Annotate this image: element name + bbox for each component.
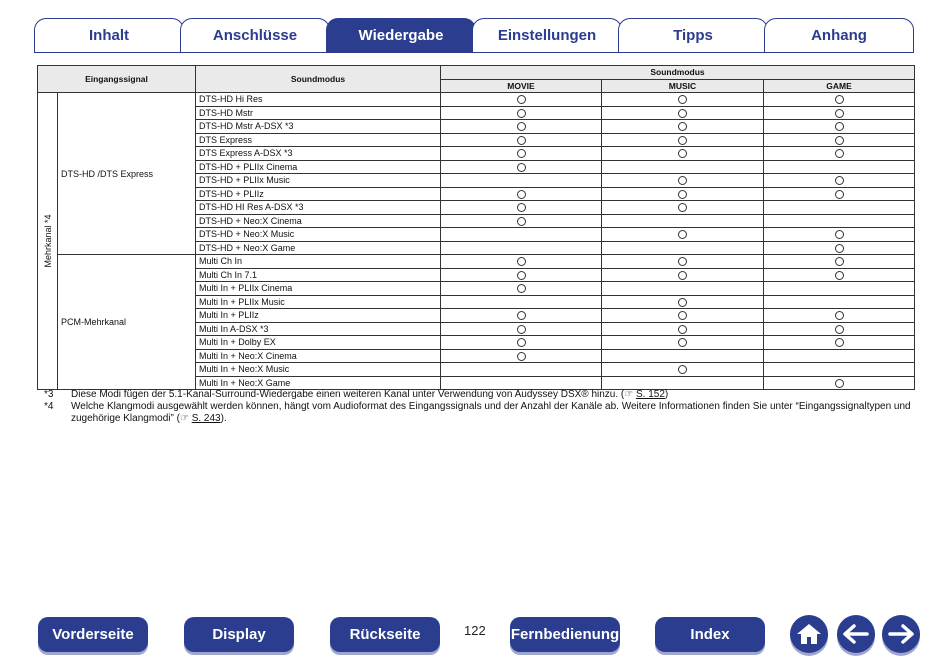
availability-cell-movie [441,106,602,120]
available-circle-icon [835,257,844,266]
page-ref-link[interactable]: S. 243 [191,413,221,424]
available-circle-icon [678,136,687,145]
availability-cell-game [764,160,915,174]
header-music: MUSIC [602,79,764,93]
availability-cell-game [764,187,915,201]
reference-icon: ☞ [624,389,634,400]
availability-cell-music [602,228,764,242]
availability-cell-music [602,187,764,201]
tab-inhalt[interactable]: Inhalt [34,18,184,52]
input-signal-cell: DTS-HD /DTS Express [58,93,196,255]
availability-cell-game [764,295,915,309]
availability-cell-movie [441,228,602,242]
footnote-3-text: Diese Modi fügen der 5.1-Kanal-Surround-Wiedergabe einen weiteren Kanal unter Verwendung von Audyssey DSX® hinzu. [71,389,619,400]
availability-cell-music [602,93,764,107]
available-circle-icon [517,190,526,199]
header-game: GAME [764,79,915,93]
availability-cell-game [764,376,915,390]
sound-mode-cell: DTS-HD + Neo:X Cinema [196,214,441,228]
available-circle-icon [517,325,526,334]
available-circle-icon [517,95,526,104]
available-circle-icon [678,338,687,347]
available-circle-icon [517,163,526,172]
availability-cell-game [764,93,915,107]
footnote-4 [44,401,914,425]
available-circle-icon [517,352,526,361]
availability-cell-music [602,363,764,377]
tab-tipps[interactable]: Tipps [618,18,768,52]
tab-anschluesse[interactable]: Anschlüsse [180,18,330,52]
availability-cell-game [764,268,915,282]
footnote-text: Diese Modi fügen der 5.1-Kanal-Surround-Wiedergabe einen weiteren Kanal unter Verwendung von Audyssey DSX® hinzu. (☞ S. 152) [71,389,669,400]
availability-cell-game [764,120,915,134]
availability-cell-movie [441,322,602,336]
available-circle-icon [835,149,844,158]
availability-cell-movie [441,255,602,269]
availability-cell-music [602,174,764,188]
sound-mode-cell: DTS-HD HI Res A-DSX *3 [196,201,441,215]
available-circle-icon [517,122,526,131]
arrow-right-icon [888,624,914,644]
sound-mode-cell: DTS-HD + PLIIx Music [196,174,441,188]
available-circle-icon [678,149,687,158]
available-circle-icon [835,311,844,320]
available-circle-icon [517,217,526,226]
availability-cell-game [764,214,915,228]
forward-button[interactable] [882,615,920,653]
display-button[interactable]: Display [184,617,294,652]
footnote-3 [44,389,914,401]
sound-mode-cell: DTS-HD Hi Res [196,93,441,107]
available-circle-icon [517,284,526,293]
footnote-mark: *3 [44,389,54,400]
sound-mode-cell: DTS Express [196,133,441,147]
availability-cell-movie [441,174,602,188]
sound-mode-cell: DTS-HD + PLIIx Cinema [196,160,441,174]
sound-mode-cell: DTS Express A-DSX *3 [196,147,441,161]
availability-cell-movie [441,268,602,282]
header-input-signal: Eingangssignal [38,66,196,93]
sound-mode-cell: Multi Ch In [196,255,441,269]
sound-mode-cell: Multi Ch In 7.1 [196,268,441,282]
sound-mode-cell: DTS-HD + PLIIz [196,187,441,201]
availability-cell-movie [441,295,602,309]
availability-cell-movie [441,363,602,377]
availability-cell-music [602,120,764,134]
footnotes [44,389,914,425]
available-circle-icon [678,257,687,266]
available-circle-icon [517,311,526,320]
remote-control-button[interactable]: Fernbedienung [510,617,620,652]
availability-cell-music [602,295,764,309]
header-sound-mode-group: Soundmodus [441,66,915,80]
available-circle-icon [678,298,687,307]
availability-cell-movie [441,214,602,228]
index-button[interactable]: Index [655,617,765,652]
availability-cell-music [602,160,764,174]
available-circle-icon [678,203,687,212]
available-circle-icon [835,190,844,199]
available-circle-icon [835,338,844,347]
availability-cell-movie [441,120,602,134]
availability-cell-music [602,309,764,323]
available-circle-icon [678,95,687,104]
availability-cell-game [764,255,915,269]
availability-cell-movie [441,309,602,323]
available-circle-icon [835,325,844,334]
availability-cell-music [602,255,764,269]
availability-cell-movie [441,93,602,107]
sound-mode-cell: Multi In + PLIIx Music [196,295,441,309]
available-circle-icon [678,122,687,131]
availability-cell-music [602,322,764,336]
footnote-mark: *4 [44,401,54,412]
available-circle-icon [835,176,844,185]
availability-cell-game [764,241,915,255]
available-circle-icon [678,109,687,118]
sound-mode-cell: Multi In + PLIIx Cinema [196,282,441,296]
table-row [38,93,915,107]
available-circle-icon [678,311,687,320]
tab-anhang[interactable]: Anhang [764,18,914,52]
sound-mode-cell: Multi In + Neo:X Music [196,363,441,377]
available-circle-icon [835,230,844,239]
available-circle-icon [835,379,844,388]
availability-cell-game [764,336,915,350]
availability-cell-game [764,106,915,120]
multichannel-label: Mehrkanal *4 [42,214,53,268]
availability-cell-game [764,174,915,188]
availability-cell-game [764,133,915,147]
sound-mode-cell: DTS-HD + Neo:X Game [196,241,441,255]
available-circle-icon [517,203,526,212]
multichannel-side-cell [38,93,58,390]
availability-cell-music [602,106,764,120]
available-circle-icon [835,271,844,280]
tab-einstellungen[interactable]: Einstellungen [472,18,622,52]
availability-cell-music [602,336,764,350]
available-circle-icon [517,109,526,118]
sound-mode-cell: Multi In + PLIIz [196,309,441,323]
available-circle-icon [835,109,844,118]
arrow-left-icon [843,624,869,644]
available-circle-icon [517,149,526,158]
availability-cell-movie [441,187,602,201]
availability-cell-music [602,214,764,228]
header-movie: MOVIE [441,79,602,93]
availability-cell-game [764,201,915,215]
rear-panel-button[interactable]: Rückseite [330,617,440,652]
availability-cell-movie [441,133,602,147]
back-button[interactable] [837,615,875,653]
available-circle-icon [835,244,844,253]
availability-cell-music [602,201,764,215]
available-circle-icon [835,122,844,131]
table-body [38,93,915,390]
availability-cell-movie [441,201,602,215]
available-circle-icon [517,136,526,145]
sound-mode-table [37,65,915,390]
sound-mode-cell: DTS-HD Mstr [196,106,441,120]
top-tab-bar [34,16,914,54]
available-circle-icon [678,230,687,239]
available-circle-icon [835,95,844,104]
available-circle-icon [678,271,687,280]
availability-cell-game [764,349,915,363]
availability-cell-movie [441,160,602,174]
page-number: 122 [464,623,486,638]
available-circle-icon [517,271,526,280]
availability-cell-music [602,282,764,296]
available-circle-icon [678,176,687,185]
page-ref-link[interactable]: S. 152 [636,389,665,400]
reference-icon: ☞ [179,413,189,424]
availability-cell-game [764,228,915,242]
available-circle-icon [517,338,526,347]
available-circle-icon [678,325,687,334]
availability-cell-music [602,268,764,282]
availability-cell-game [764,309,915,323]
availability-cell-game [764,147,915,161]
table-row [38,255,915,269]
footnote-4-text: Welche Klangmodi ausgewählt werden können, hängt vom Audioformat des Eingangssignals und der Anzahl der Kanäle ab. Weitere Informationen finden Sie unter “Eingangssignaltypen und zugehörige Klangmodi” [71,401,911,424]
availability-cell-movie [441,376,602,390]
tab-wiedergabe[interactable]: Wiedergabe [326,18,476,52]
front-panel-button[interactable]: Vorderseite [38,617,148,652]
availability-cell-movie [441,241,602,255]
availability-cell-music [602,241,764,255]
availability-cell-game [764,363,915,377]
availability-cell-movie [441,349,602,363]
home-icon [796,622,822,646]
sound-mode-cell: Multi In A-DSX *3 [196,322,441,336]
availability-cell-music [602,147,764,161]
footnote-text: Welche Klangmodi ausgewählt werden können, hängt vom Audioformat des Eingangssignals und der Anzahl der Kanäle ab. Weitere Informationen finden Sie unter “Eingangssignaltypen und zugehörige Klangmodi” (☞ S. 243). [71,401,911,424]
input-signal-cell: PCM-Mehrkanal [58,255,196,390]
available-circle-icon [678,365,687,374]
available-circle-icon [678,190,687,199]
availability-cell-music [602,376,764,390]
sound-mode-cell: DTS-HD + Neo:X Music [196,228,441,242]
available-circle-icon [835,136,844,145]
sound-mode-cell: Multi In + Dolby EX [196,336,441,350]
available-circle-icon [517,257,526,266]
availability-cell-movie [441,282,602,296]
availability-cell-music [602,133,764,147]
availability-cell-movie [441,336,602,350]
sound-mode-cell: Multi In + Neo:X Game [196,376,441,390]
availability-cell-movie [441,147,602,161]
availability-cell-game [764,322,915,336]
availability-cell-game [764,282,915,296]
home-button[interactable] [790,615,828,653]
sound-mode-cell: Multi In + Neo:X Cinema [196,349,441,363]
header-sound-mode: Soundmodus [196,66,441,93]
availability-cell-music [602,349,764,363]
sound-mode-cell: DTS-HD Mstr A-DSX *3 [196,120,441,134]
